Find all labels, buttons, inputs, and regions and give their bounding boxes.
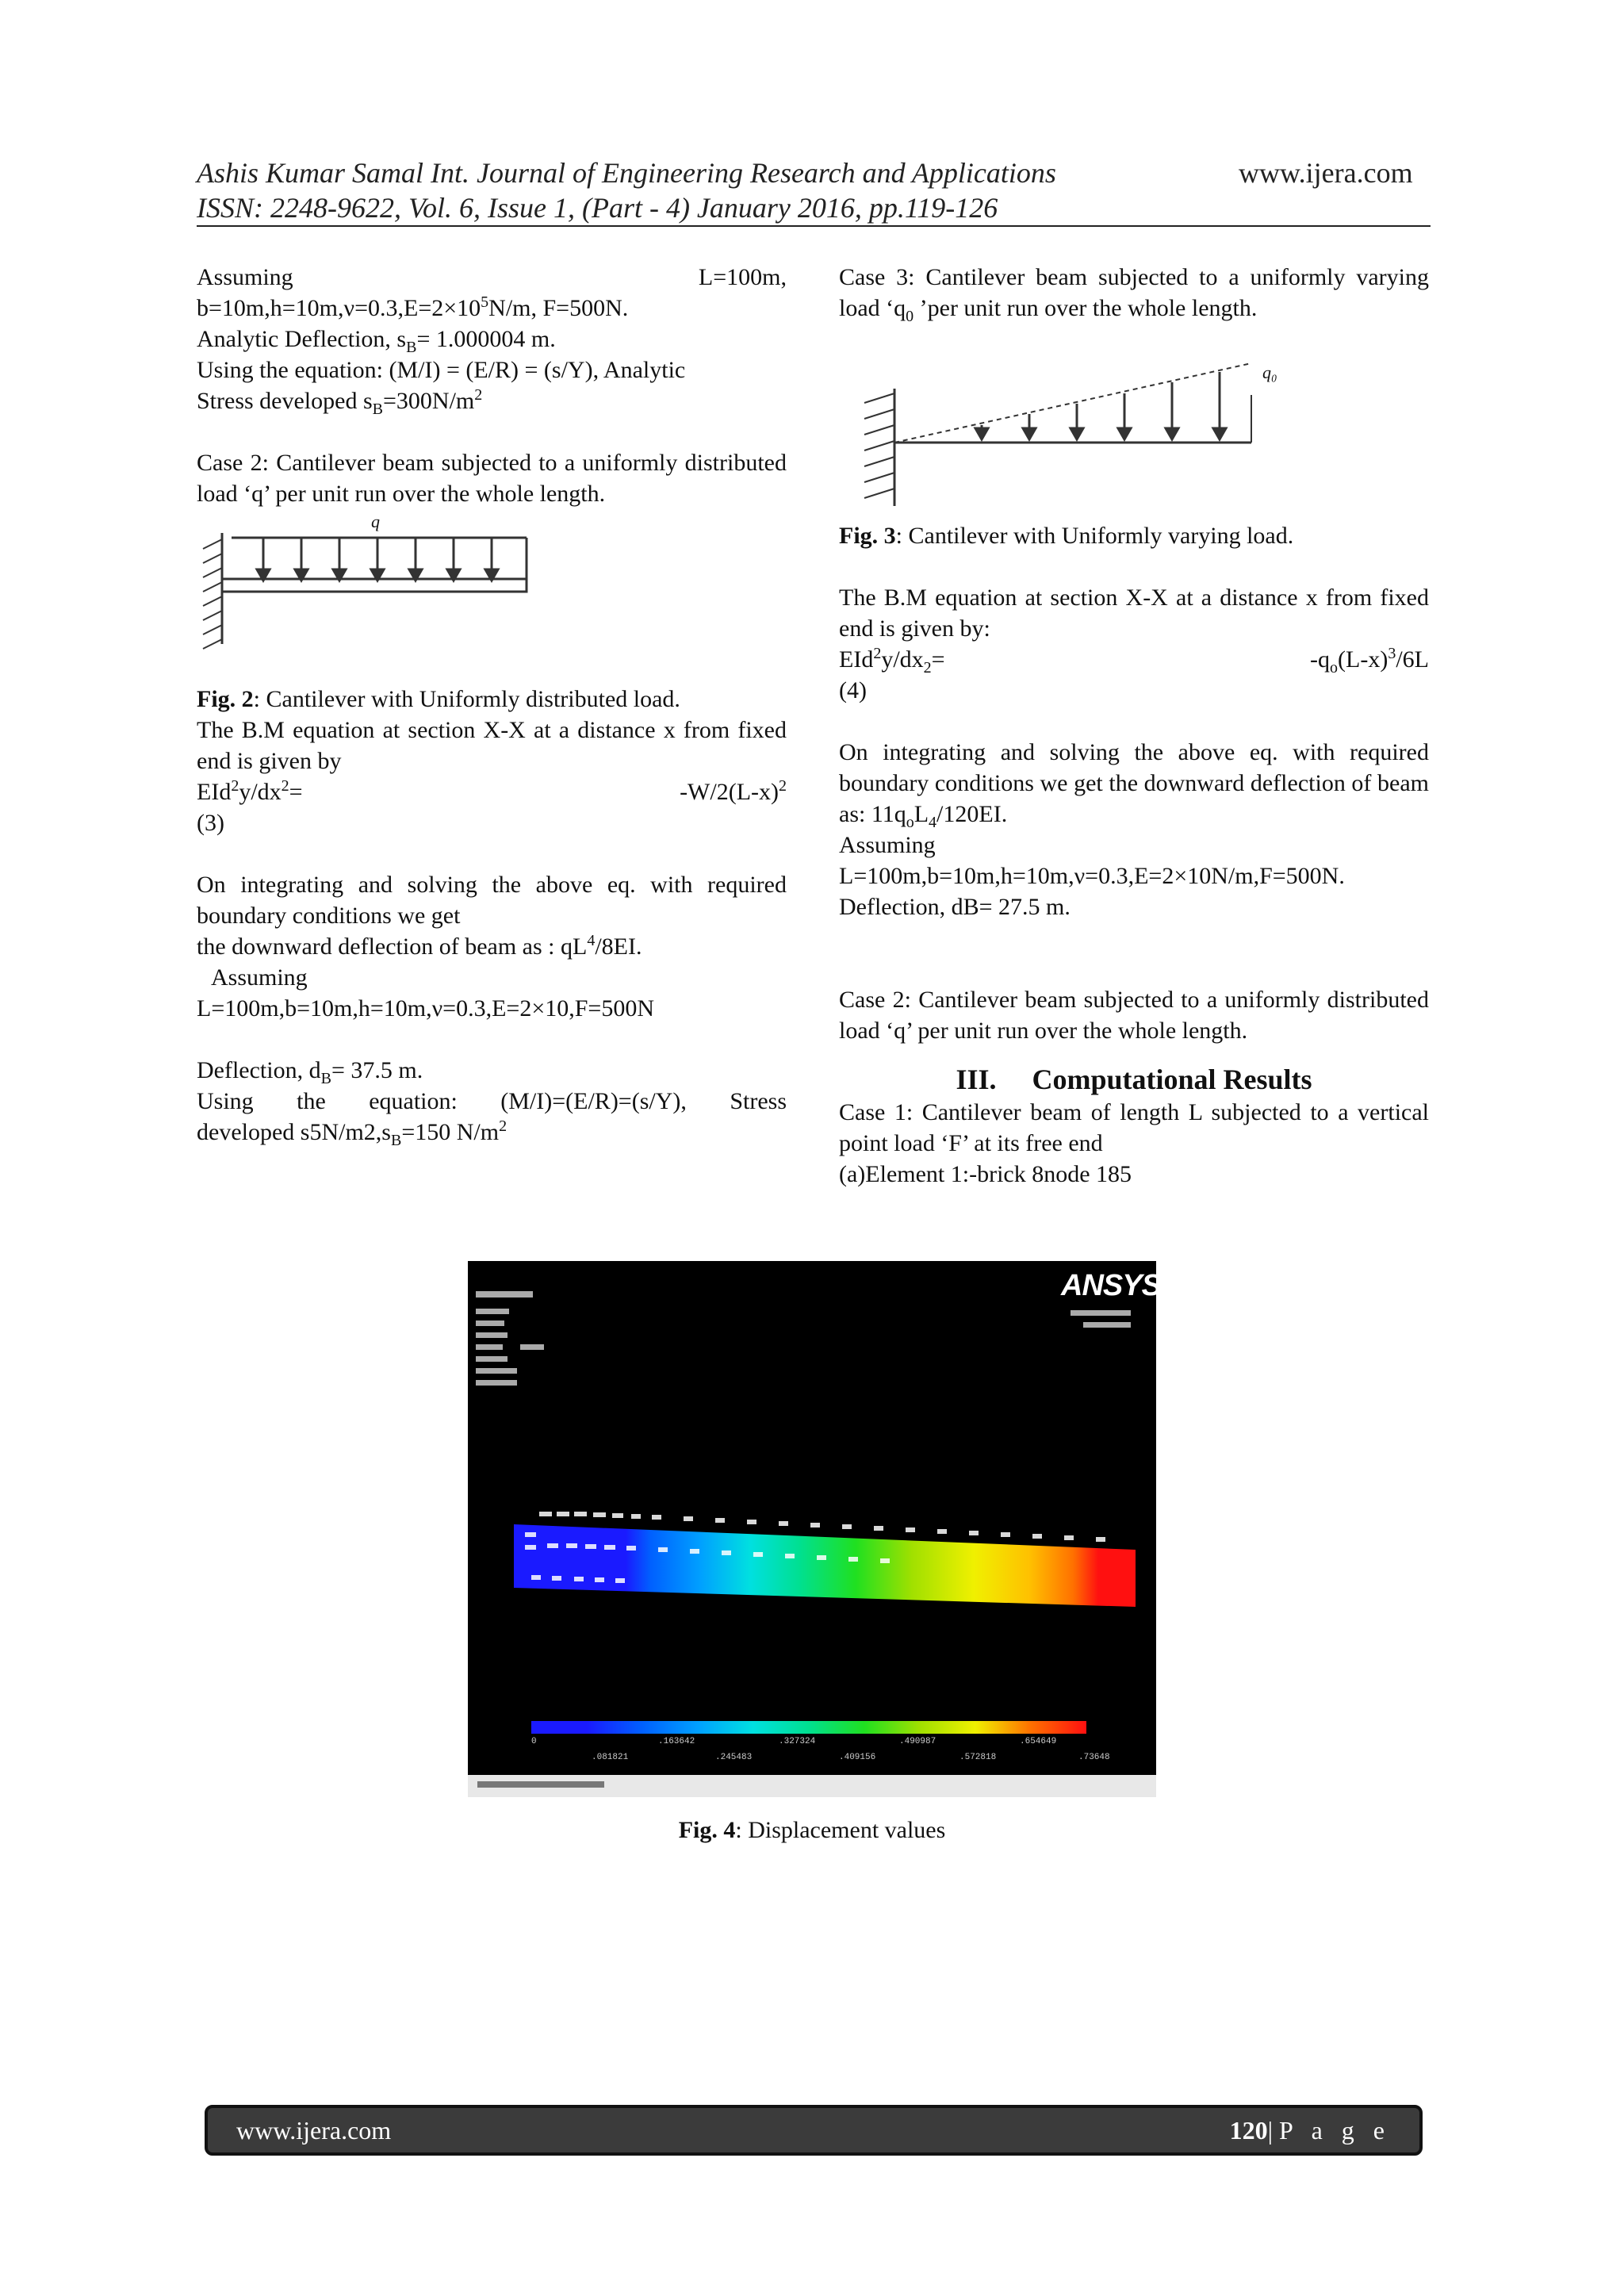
fig2-diagram	[197, 512, 787, 684]
assuming-label: Assuming	[197, 264, 293, 290]
legend-label: 0	[531, 1737, 537, 1746]
legend-label: .327324	[779, 1737, 816, 1746]
left-integ-text: On integrating and solving the above eq. with required boundary conditions we get	[197, 872, 787, 929]
right-column	[839, 262, 1429, 1190]
section-heading: III. Computational Results	[956, 1064, 1312, 1095]
stress-line: Stress developed $s_B=300N/m^2$	[197, 386, 483, 418]
legend-label: .654649	[1020, 1737, 1057, 1746]
eq4-line: $EId^2y/dx_2=$ $-q_o(L-x)^3/6L$	[839, 645, 1429, 677]
header-author-journal: Ashis Kumar Samal Int. Journal of Engineering Research and Applications	[197, 157, 1056, 189]
legend-label: .081821	[592, 1753, 629, 1762]
ansys-logo: ANSYS	[1061, 1269, 1161, 1302]
equation-line: Using the equation: (M/I) = (E/R) = (s/Y), Analytic	[197, 357, 686, 383]
left-bm-text: The B.M equation at section X-X at a distance x from fixed end is given by	[197, 717, 787, 774]
right-case2-text: Case 2: Cantilever beam subjected to a uniformly distributed load ‘q’ per unit run over the whole length.	[839, 987, 1429, 1044]
fig4-caption: Fig. 4: Displacement values	[678, 1817, 946, 1843]
right-deflection: Deflection, dB= 27.5 m.	[839, 894, 1071, 920]
right-element-text: (a)Element 1:-brick 8node 185	[839, 1161, 1132, 1187]
right-case1-text: Case 1: Cantilever beam of length L subjected to a vertical point load ‘F’ at its free end	[839, 1099, 1429, 1156]
right-assuming: Assuming	[839, 832, 936, 858]
left-deflection-formula: the downward deflection of beam as : $qL^4/8EI$.	[197, 932, 642, 960]
legend-label: .73648	[1078, 1753, 1110, 1762]
fig2-caption: Fig. 2: Cantilever with Uniformly distributed load.	[197, 686, 680, 712]
footer-page-number: 120|P a g e	[1229, 2115, 1391, 2145]
case3-text: Case 3: Cantilever beam subjected to a uniformly varying load ‘$q_0$ ’per unit run over the whole length.	[839, 264, 1429, 325]
fig3-q0-label: q₀	[1262, 362, 1277, 382]
right-integ-text: On integrating and solving the above eq. with required boundary conditions we get the downward deflection of beam as: $11q_oL_4/120EI$.	[839, 739, 1429, 831]
left-stress2: developed $s5N/m2,s_B=150$ $N/m^2$	[197, 1117, 508, 1149]
legend-label: .572818	[959, 1753, 997, 1762]
left-deflection: Deflection, $d_B= 37.5$ m.	[197, 1057, 423, 1087]
fig3-diagram	[839, 347, 1429, 520]
legend-label: .409156	[839, 1753, 876, 1762]
eq3-line: $EId^2y/dx^2=$ $-W/2(L-x)^2$	[197, 777, 787, 805]
footer-website[interactable]: www.ijera.com	[236, 2115, 392, 2145]
right-bm-text: The B.M equation at section X-X at a distance x from fixed end is given by:	[839, 585, 1429, 642]
left-column	[197, 262, 787, 1148]
left-using-eq: Using the equation: (M/I)=(E/R)=(s/Y), Stress	[197, 1088, 787, 1114]
header-rule	[197, 225, 1431, 227]
left-assuming2: Assuming	[211, 964, 308, 991]
case2-text: Case 2: Cantilever beam subjected to a uniformly distributed load ‘q’ per unit run over the whole length.	[197, 450, 787, 507]
legend-label: .245483	[715, 1753, 753, 1762]
legend-colorbar	[531, 1721, 1086, 1734]
analytic-deflection: Analytic Deflection, $s_B= 1.000004$ m.	[197, 326, 556, 356]
legend-label: .163642	[658, 1737, 695, 1746]
legend-bottom-labels	[531, 1753, 1110, 1769]
fig4-ansys-plot	[468, 1261, 1161, 1797]
legend-top-labels	[531, 1737, 1102, 1753]
eq3-number: (3)	[197, 810, 224, 836]
header-website[interactable]: www.ijera.com	[1239, 157, 1413, 189]
params-line: $b=10m,h=10m,\nu=0.3,E=2\times 10^5N/m$, F=500N.	[197, 293, 629, 321]
ansys-text-block	[476, 1291, 1131, 1386]
assuming-value: L=100m,	[698, 264, 787, 290]
assuming-line	[197, 262, 787, 293]
legend-label: .490987	[899, 1737, 936, 1746]
beam-body	[514, 1524, 1136, 1607]
header-issn: ISSN: 2248-9622, Vol. 6, Issue 1, (Part - 4) January 2016, pp.119-126	[197, 192, 998, 224]
fig2-q-label: q	[371, 512, 380, 531]
left-params2: L=100m,b=10m,h=10m,ν=0.3,E=2×10,F=500N	[197, 995, 655, 1022]
right-params: L=100m,b=10m,h=10m,ν=0.3,E=2×10N/m,F=500N.	[839, 863, 1345, 889]
page-footer	[205, 2105, 1423, 2156]
eq4-number: (4)	[839, 677, 867, 703]
fig3-caption: Fig. 3: Cantilever with Uniformly varying load.	[839, 523, 1294, 549]
